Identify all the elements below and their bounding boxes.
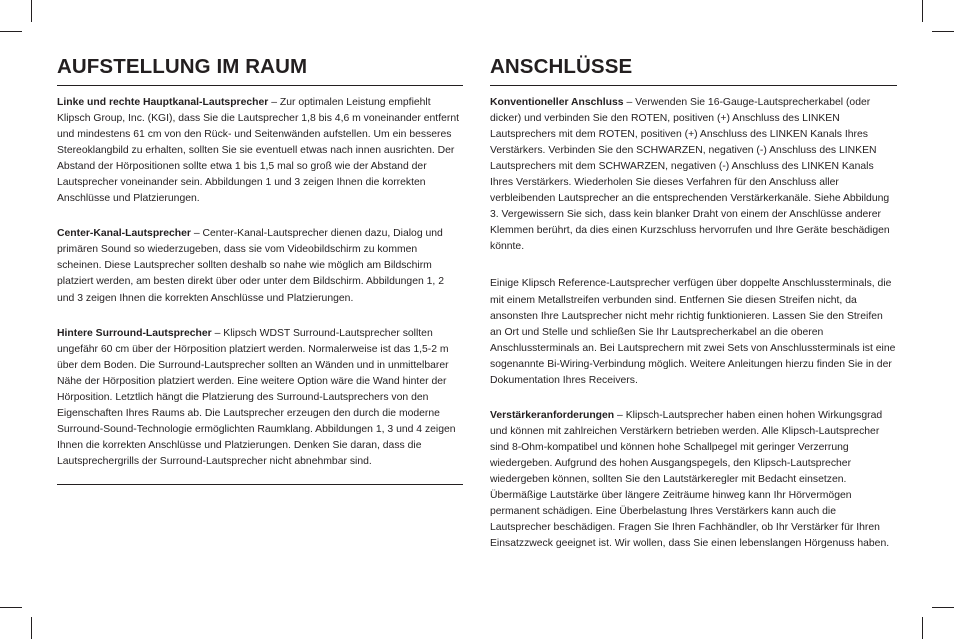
paragraph-surround-speakers	[57, 326, 463, 470]
paragraph-lead: Konventioneller Anschluss	[490, 97, 624, 108]
paragraph-lead: Hintere Surround-Lautsprecher	[57, 327, 212, 339]
section-end-rule	[57, 484, 463, 485]
paragraph-text: – Center-Kanal-Lautsprecher dienen dazu, Dialog und primären Sound so wiederzugeben, dass sie vom Videobildschirm zu kommen scheinen. Diese Lautsprecher sollten deshalb so nahe wie möglich am Bildschirm platziert werden, am besten direkt über oder unter dem Bildschirm. Abbildungen 1, 2 und 3 zeigen Ihnen die korrekten Anschlüsse und Platzierungen.	[57, 228, 444, 304]
paragraph-amplifier-requirements	[490, 408, 897, 552]
crop-mark-bottom-left-vertical	[31, 617, 32, 639]
paragraph-conventional-connection	[490, 95, 897, 255]
paragraph-center-speaker	[57, 226, 463, 306]
paragraph-text: – Zur optimalen Leistung empfiehlt Klipsch Group, Inc. (KGI), dass Sie die Lautsprecher 1,8 bis 4,6 m voneinander entfernt und mindestens 61 cm von den Rück- und Seitenwänden aufstellen. Um ein besseres Stereoklangbild zu erhalten, sollten Sie sie eventuell etwas nach innen ausrichten. Der Abstand der Hörpositionen sollte etwa 1 bis 1,5 mal so groß wie der Abstand der Lautsprecher voneinander sein. Abbildungen 1 und 3 zeigen Ihnen die korrekten Anschlüsse und Platzierungen.	[57, 97, 459, 205]
right-column-connections	[490, 55, 897, 552]
paragraph-text: – Klipsch WDST Surround-Lautsprecher sollten ungefähr 60 cm über der Hörposition platziert werden. Normalerweise ist das 1,5-2 m über dem Boden. Die Surround-Lautsprecher sollten an Wänden und in unmittelbarer Nähe der Hörposition platziert werden. Eine weitere Option wäre die Wand hinter der Hörposition. Letztlich hängt die Platzierung des Surround-Lautsprechers von den Eigenschaften Ihres Raums ab. Die Lautsprecher erzeugen den durch die moderne Surround-Sound-Technologie ermöglichten Raumklang. Abbildungen 1, 3 und 4 zeigen Ihnen die korrekten Anschlüsse und Platzierungen. Denken Sie daran, dass die Lautsprechergrills der Surround-Lautsprecher nicht abnehmbar sind.	[57, 327, 456, 467]
paragraph-lead: Verstärkeranforderungen	[490, 409, 615, 421]
crop-mark-bottom-right-vertical	[922, 617, 923, 639]
paragraph-text: Einige Klipsch Reference-Lautsprecher verfügen über doppelte Anschlussterminals, die mit einem Metallstreifen verbunden sind. Entfernen Sie diesen Streifen nicht, da ansonsten Ihre Lautsprecher nicht mehr richtig funktionieren. Lassen Sie den Streifen an Ort und Stelle und schließen Sie Ihr Lautsprecherkabel an die oberen Anschlussterminals an. Bei Lautsprechern mit zwei Sets von Anschlussterminals ist eine sogenannte Bi-Wiring-Verbindung möglich. Weitere Anleitungen hierzu finden Sie in der Dokumentation Ihres Receivers.	[490, 278, 896, 386]
paragraph-text: – Verwenden Sie 16-Gauge-Lautsprecherkabel (oder dicker) und verbinden Sie den ROTEN, positiven (+) Anschluss des LINKEN Lautsprechers mit dem ROTEN, positiven (+) Anschluss des LINKEN Kanals Ihres Verstärkers. Verbinden Sie den SCHWARZEN, negativen (-) Anschluss des LINKEN Lautsprechers mit dem SCHWARZEN, negativen (-) Anschluss des LINKEN Kanals Ihres Verstärkers. Wiederholen Sie dieses Verfahren für den Anschluss aller verbleibenden Lautsprecher an die entsprechenden Verstärkerkanäle. Siehe Abbildung 3. Vergewissern Sie sich, dass kein blanker Draht von einem der Anschlüsse anderer Klemmen berührt, da dies einen Kurzschluss hervorrufen und Ihre Geräte beschädigen könnte.	[490, 97, 890, 253]
crop-mark-top-right-horizontal	[932, 31, 954, 32]
crop-mark-bottom-right-horizontal	[932, 607, 954, 608]
paragraph-bi-wiring	[490, 276, 897, 388]
crop-mark-top-right-vertical	[922, 0, 923, 22]
section-heading-placement: AUFSTELLUNG IM RAUM	[57, 55, 463, 86]
left-column-placement	[57, 55, 463, 485]
section-heading-connections: ANSCHLÜSSE	[490, 55, 897, 86]
paragraph-lead: Center-Kanal-Lautsprecher	[57, 228, 191, 240]
paragraph-lead: Linke und rechte Hauptkanal-Lautsprecher	[57, 97, 269, 108]
crop-mark-top-left-vertical	[31, 0, 32, 22]
crop-mark-bottom-left-horizontal	[0, 607, 22, 608]
paragraph-text: – Klipsch-Lautsprecher haben einen hohen Wirkungsgrad und können mit zahlreichen Verstärkern betrieben werden. Alle Klipsch-Lautsprecher sind 8-Ohm-kompatibel und können hohe Schallpegel mit geringer Verzerrung wiedergeben. Aufgrund des hohen Ausgangspegels, den Klipsch-Lautsprecher wiedergeben können, sollten Sie den Lautstärkeregler mit Bedacht einsetzen. Übermäßige Lautstärke über längere Zeiträume hinweg kann Ihr Hörvermögen permanent schädigen. Eine Überbelastung Ihres Verstärkers kann auch die Lautsprecher beschädigen. Fragen Sie Ihren Fachhändler, ob Ihr Verstärker für Ihren Einsatzzweck geeignet ist. Wir wollen, dass Sie einen lebenslangen Hörgenuss haben.	[490, 409, 890, 550]
paragraph-main-speakers	[57, 95, 463, 207]
crop-mark-top-left-horizontal	[0, 31, 22, 32]
